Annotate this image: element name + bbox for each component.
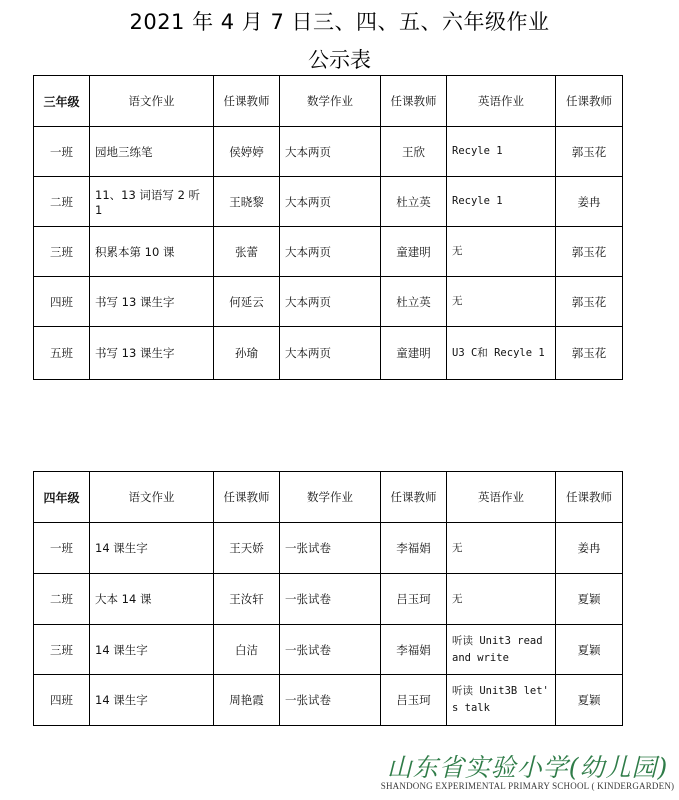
- page-subtitle: 公示表: [308, 48, 371, 72]
- table-row: [34, 227, 623, 277]
- grade3-header-teacher: 任课教师: [214, 76, 280, 127]
- grade3-header-row: [34, 76, 623, 127]
- teacher-cell: 王天娇: [214, 523, 280, 574]
- grade3-table: [33, 75, 623, 380]
- teacher-cell: 吕玉珂: [381, 675, 447, 726]
- teacher-cell: 周艳霞: [214, 675, 280, 726]
- chinese-homework-cell: 14 课生字: [90, 675, 214, 726]
- teacher-cell: 王汝轩: [214, 574, 280, 625]
- teacher-cell: 郭玉花: [556, 277, 623, 327]
- teacher-cell: 姜冉: [556, 177, 623, 227]
- teacher-cell: 侯婷婷: [214, 127, 280, 177]
- grade3-header-teacher: 任课教师: [556, 76, 623, 127]
- class-cell: 二班: [34, 177, 90, 227]
- grade4-header-teacher: 任课教师: [381, 472, 447, 523]
- teacher-cell: 白洁: [214, 625, 280, 675]
- english-homework-cell: 无: [447, 523, 556, 574]
- math-homework-cell: 大本两页: [280, 127, 381, 177]
- class-cell: 二班: [34, 574, 90, 625]
- chinese-homework-cell: 书写 13 课生字: [90, 327, 214, 380]
- teacher-cell: 郭玉花: [556, 327, 623, 380]
- table-row: [34, 277, 623, 327]
- grade3-header-math: 数学作业: [280, 76, 381, 127]
- chinese-homework-cell: 大本 14 课: [90, 574, 214, 625]
- class-cell: 五班: [34, 327, 90, 380]
- english-homework-cell: 听读 Unit3 read and write: [447, 625, 556, 675]
- math-homework-cell: 大本两页: [280, 227, 381, 277]
- grade4-table: [33, 471, 623, 726]
- teacher-cell: 张蕾: [214, 227, 280, 277]
- english-homework-cell: 听读 Unit3B let' s talk: [447, 675, 556, 726]
- table-row: [34, 574, 623, 625]
- english-homework-cell: 无: [447, 574, 556, 625]
- chinese-homework-cell: 11、13 词语写 2 听 1: [90, 177, 214, 227]
- table-row: [34, 675, 623, 726]
- table-row: [34, 625, 623, 675]
- teacher-cell: 童建明: [381, 327, 447, 380]
- class-cell: 一班: [34, 523, 90, 574]
- school-logo-chinese: 山东省实验小学(幼儿园): [386, 753, 669, 782]
- teacher-cell: 李福娟: [381, 625, 447, 675]
- grade3-header-chinese: 语文作业: [90, 76, 214, 127]
- teacher-cell: 夏颖: [556, 625, 623, 675]
- english-homework-cell: U3 C和 Recyle 1: [447, 327, 556, 380]
- school-logo-english: SHANDONG EXPERIMENTAL PRIMARY SCHOOL ( KINDERGARDEN): [380, 781, 675, 791]
- grade4-header-grade: 四年级: [34, 472, 90, 523]
- teacher-cell: 吕玉珂: [381, 574, 447, 625]
- grade4-header-math: 数学作业: [280, 472, 381, 523]
- english-homework-cell: Recyle 1: [447, 177, 556, 227]
- math-homework-cell: 大本两页: [280, 277, 381, 327]
- grade4-header-english: 英语作业: [447, 472, 556, 523]
- grade4-header-chinese: 语文作业: [90, 472, 214, 523]
- grade4-header-row: [34, 472, 623, 523]
- chinese-homework-cell: 14 课生字: [90, 625, 214, 675]
- teacher-cell: 王晓黎: [214, 177, 280, 227]
- chinese-homework-cell: 园地三练笔: [90, 127, 214, 177]
- chinese-homework-cell: 14 课生字: [90, 523, 214, 574]
- teacher-cell: 姜冉: [556, 523, 623, 574]
- english-homework-cell: 无: [447, 277, 556, 327]
- teacher-cell: 杜立英: [381, 177, 447, 227]
- grade3-header-english: 英语作业: [447, 76, 556, 127]
- math-homework-cell: 一张试卷: [280, 675, 381, 726]
- teacher-cell: 杜立英: [381, 277, 447, 327]
- page-title: 2021 年 4 月 7 日三、四、五、六年级作业: [129, 10, 550, 34]
- teacher-cell: 郭玉花: [556, 127, 623, 177]
- math-homework-cell: 一张试卷: [280, 625, 381, 675]
- table-row: [34, 523, 623, 574]
- grade3-header-teacher: 任课教师: [381, 76, 447, 127]
- grade4-header-teacher: 任课教师: [214, 472, 280, 523]
- class-cell: 三班: [34, 227, 90, 277]
- teacher-cell: 童建明: [381, 227, 447, 277]
- school-logo: [380, 748, 679, 800]
- grade3-header-grade: 三年级: [34, 76, 90, 127]
- teacher-cell: 王欣: [381, 127, 447, 177]
- english-homework-cell: 无: [447, 227, 556, 277]
- teacher-cell: 夏颖: [556, 574, 623, 625]
- teacher-cell: 郭玉花: [556, 227, 623, 277]
- grade4-header-teacher: 任课教师: [556, 472, 623, 523]
- math-homework-cell: 大本两页: [280, 327, 381, 380]
- class-cell: 一班: [34, 127, 90, 177]
- math-homework-cell: 大本两页: [280, 177, 381, 227]
- chinese-homework-cell: 积累本第 10 课: [90, 227, 214, 277]
- table-row: [34, 327, 623, 380]
- class-cell: 三班: [34, 625, 90, 675]
- math-homework-cell: 一张试卷: [280, 574, 381, 625]
- table-row: [34, 177, 623, 227]
- teacher-cell: 孙瑜: [214, 327, 280, 380]
- class-cell: 四班: [34, 277, 90, 327]
- english-homework-cell: Recyle 1: [447, 127, 556, 177]
- teacher-cell: 何延云: [214, 277, 280, 327]
- teacher-cell: 夏颖: [556, 675, 623, 726]
- class-cell: 四班: [34, 675, 90, 726]
- chinese-homework-cell: 书写 13 课生字: [90, 277, 214, 327]
- table-row: [34, 127, 623, 177]
- teacher-cell: 李福娟: [381, 523, 447, 574]
- math-homework-cell: 一张试卷: [280, 523, 381, 574]
